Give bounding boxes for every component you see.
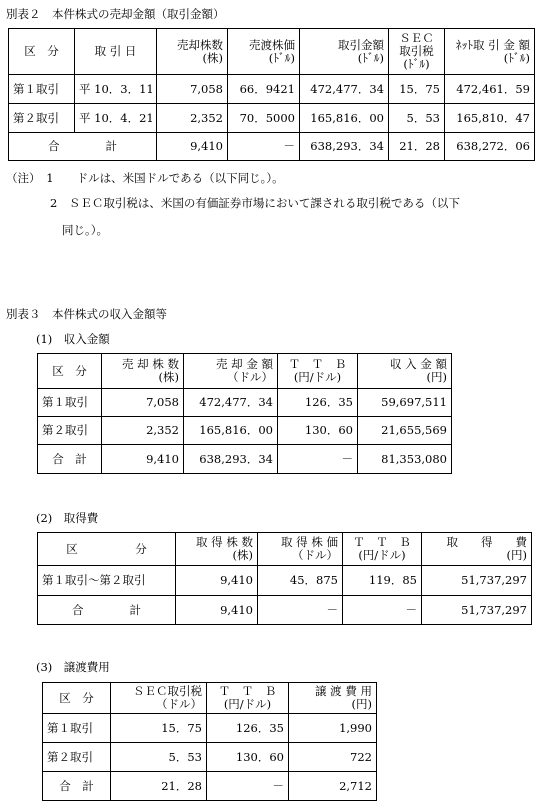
note-2-cont: 同じ。）。 (62, 223, 108, 237)
total-label: 合 計 (38, 596, 176, 625)
total-price: － (258, 596, 343, 625)
header-price: 取 得 株 価 （ドル） (258, 533, 343, 566)
row-label: 第１取引 (38, 389, 102, 417)
total-ttb: － (207, 772, 289, 801)
row-sec: 5．53 (111, 743, 207, 772)
table2-title: 別表２ 本件株式の売却金額（取引金額） (6, 7, 225, 21)
header-fee: 譲 渡 費 用 (円) (289, 683, 377, 714)
transfer-cost-table (42, 682, 377, 801)
total-label: 合 計 (38, 445, 102, 474)
table-row (38, 566, 532, 596)
table-row (38, 417, 452, 445)
note-2: 2 ＳＥＣ取引税は、米国の有価証券市場において課される取引税である（以下 (50, 196, 460, 210)
table-row (43, 714, 377, 743)
total-shares: 9,410 (102, 445, 184, 474)
row-ttb: 130．60 (207, 743, 289, 772)
header-price: 売渡株価 (ﾄﾞﾙ) (228, 29, 300, 75)
acquisition-header (38, 533, 532, 566)
row-ttb: 126．35 (278, 389, 358, 417)
income-table (37, 353, 452, 474)
table2 (8, 28, 535, 161)
total-income: 81,353,080 (358, 445, 452, 474)
row-shares: 2,352 (157, 104, 228, 133)
row-amount: 165,816．00 (184, 417, 278, 445)
row-label: 第１取引 (9, 75, 75, 104)
row-label: 第１取引～第２取引 (38, 566, 176, 596)
row-income: 59,697,511 (358, 389, 452, 417)
row-sec: 5．53 (389, 104, 445, 133)
row-amount: 472,477．34 (300, 75, 389, 104)
header-income: 収 入 金 額 (円) (358, 354, 452, 389)
row-ttb: 130．60 (278, 417, 358, 445)
header-ttb: Ｔ Ｔ Ｂ (円/ドル) (207, 683, 289, 714)
row-income: 21,655,569 (358, 417, 452, 445)
row-amount: 165,816．00 (300, 104, 389, 133)
total-shares: 9,410 (176, 596, 258, 625)
header-date: 取 引 日 (75, 29, 157, 75)
total-amount: 638,293．34 (184, 445, 278, 474)
row-price: 45．875 (258, 566, 343, 596)
total-label: 合 計 (9, 133, 157, 161)
row-shares: 2,352 (102, 417, 184, 445)
table3-title: 別表３ 本件株式の収入金額等 (6, 307, 167, 321)
table2-header (9, 29, 535, 75)
total-cost: 51,737,297 (422, 596, 532, 625)
table-total-row (38, 596, 532, 625)
table-row (9, 104, 535, 133)
total-shares: 9,410 (157, 133, 228, 161)
row-ttb: 126．35 (207, 714, 289, 743)
row-shares: 7,058 (102, 389, 184, 417)
row-fee: 1,990 (289, 714, 377, 743)
row-label: 第２取引 (38, 417, 102, 445)
acquisition-table (37, 532, 532, 625)
row-date: 平 10．3．11 (75, 75, 157, 104)
section1-title: (1) 収入金額 (36, 332, 110, 346)
table-total-row (43, 772, 377, 801)
total-ttb: － (278, 445, 358, 474)
row-sec: 15．75 (389, 75, 445, 104)
row-sec: 15．75 (111, 714, 207, 743)
table-row (9, 75, 535, 104)
total-fee: 2,712 (289, 772, 377, 801)
header-shares: 取 得 株 数 (株) (176, 533, 258, 566)
table-row (43, 743, 377, 772)
row-ttb: 119．85 (343, 566, 422, 596)
header-kubun: 区 分 (9, 29, 75, 75)
header-shares: 売却株数 (株) (157, 29, 228, 75)
row-label: 第２取引 (43, 743, 111, 772)
header-kubun: 区 分 (38, 533, 176, 566)
row-label: 第２取引 (9, 104, 75, 133)
row-price: 70．5000 (228, 104, 300, 133)
header-kubun: 区 分 (43, 683, 111, 714)
note-1: （注） 1 ドルは、米国ドルである（以下同じ。）。 (6, 171, 284, 185)
table-total-row (38, 445, 452, 474)
total-amount: 638,293．34 (300, 133, 389, 161)
row-label: 第１取引 (43, 714, 111, 743)
row-cost: 51,737,297 (422, 566, 532, 596)
table-row (38, 389, 452, 417)
total-sec: 21．28 (389, 133, 445, 161)
total-ttb: － (343, 596, 422, 625)
row-date: 平 10．4．21 (75, 104, 157, 133)
section2-title: (2) 取得費 (36, 511, 99, 525)
total-price: － (228, 133, 300, 161)
row-price: 66．9421 (228, 75, 300, 104)
header-cost: 取 得 費 (円) (422, 533, 532, 566)
header-net: ﾈｯﾄ取 引 金 額 (ﾄﾞﾙ) (445, 29, 535, 75)
transfer-cost-header (43, 683, 377, 714)
total-sec: 21．28 (111, 772, 207, 801)
header-amount: 取引金額 (ﾄﾞﾙ) (300, 29, 389, 75)
header-ttb: Ｔ Ｔ Ｂ (円/ドル) (343, 533, 422, 566)
total-net: 638,272．06 (445, 133, 535, 161)
section3-title: (3) 譲渡費用 (36, 660, 110, 674)
row-net: 165,810．47 (445, 104, 535, 133)
header-ttb: Ｔ Ｔ Ｂ (円/ドル) (278, 354, 358, 389)
row-fee: 722 (289, 743, 377, 772)
header-shares: 売 却 株 数 (株) (102, 354, 184, 389)
row-amount: 472,477．34 (184, 389, 278, 417)
table-total-row (9, 133, 535, 161)
total-label: 合 計 (43, 772, 111, 801)
row-shares: 9,410 (176, 566, 258, 596)
income-header (38, 354, 452, 389)
header-amount: 売 却 金 額 （ドル） (184, 354, 278, 389)
header-kubun: 区 分 (38, 354, 102, 389)
row-net: 472,461．59 (445, 75, 535, 104)
row-shares: 7,058 (157, 75, 228, 104)
header-sec: ＳＥＣ 取引税 (ﾄﾞﾙ) (389, 29, 445, 75)
header-sec: ＳＥＣ取引税 （ドル） (111, 683, 207, 714)
